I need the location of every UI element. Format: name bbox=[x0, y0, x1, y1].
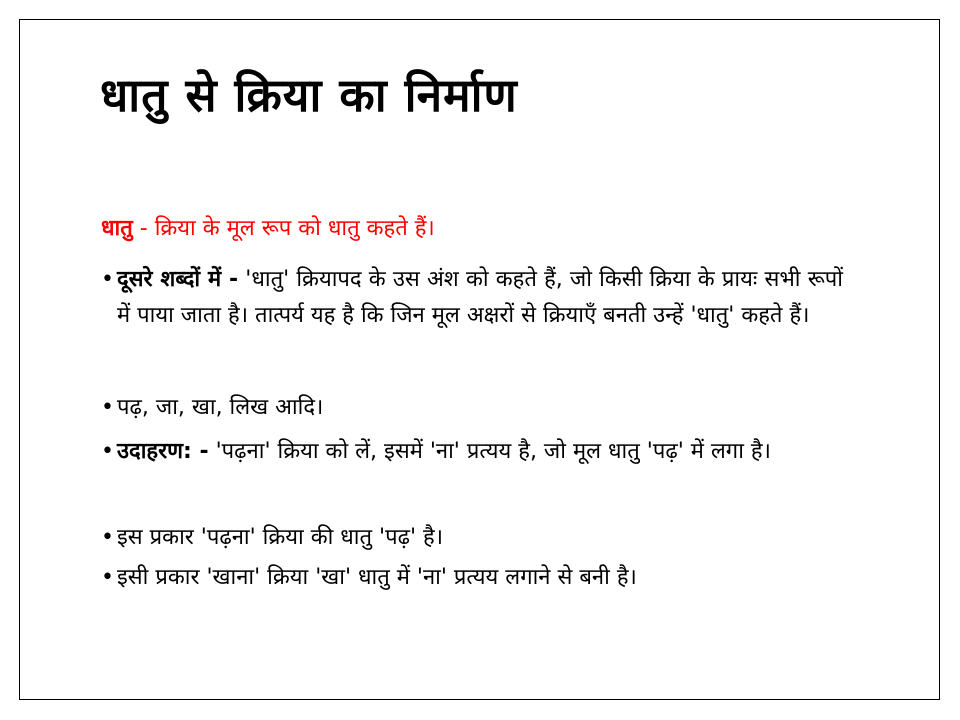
bullet-item bbox=[101, 262, 843, 390]
bullet-dot: • bbox=[101, 267, 114, 292]
bullet-text: इसी प्रकार 'खाना' क्रिया 'खा' धातु में 'ना' प्रत्यय लगाने से बनी है। bbox=[117, 565, 637, 590]
bullet-text: 'धातु' क्रियापद के उस अंश को कहते हैं, जो किसी क्रिया के प्रायः सभी रूपों में पाया जाता है। तात्पर्य यह है कि जिन मूल अक्षरों से क्रियाएँ बनती उन्हें 'धातु' कहते हैं। bbox=[117, 267, 843, 329]
bullet-keyword: दूसरे शब्दों में - bbox=[117, 267, 239, 292]
bullet-text: पढ़, जा, खा, लिख आदि। bbox=[117, 395, 324, 420]
definition-line bbox=[101, 214, 435, 245]
bullet-list bbox=[101, 262, 843, 600]
bullet-dot: • bbox=[101, 565, 114, 590]
bullet-dot: • bbox=[101, 395, 114, 420]
bullet-item bbox=[101, 434, 843, 520]
bullet-item bbox=[101, 390, 843, 434]
bullet-keyword: उदाहरण: - bbox=[117, 439, 209, 464]
bullet-item bbox=[101, 560, 843, 600]
slide-title: धातु से क्रिया का निर्माण bbox=[100, 68, 518, 122]
definition-text: - क्रिया के मूल रूप को धातु कहते हैं। bbox=[132, 216, 435, 241]
bullet-dot: • bbox=[101, 525, 114, 550]
bullet-text: 'पढ़ना' क्रिया को लें, इसमें 'ना' प्रत्यय है, जो मूल धातु 'पढ़' में लगा है। bbox=[208, 439, 771, 464]
bullet-dot: • bbox=[101, 439, 114, 464]
definition-term: धातु bbox=[101, 216, 133, 241]
bullet-text: इस प्रकार 'पढ़ना' क्रिया की धातु 'पढ़' है। bbox=[117, 525, 444, 550]
bullet-item bbox=[101, 520, 843, 560]
